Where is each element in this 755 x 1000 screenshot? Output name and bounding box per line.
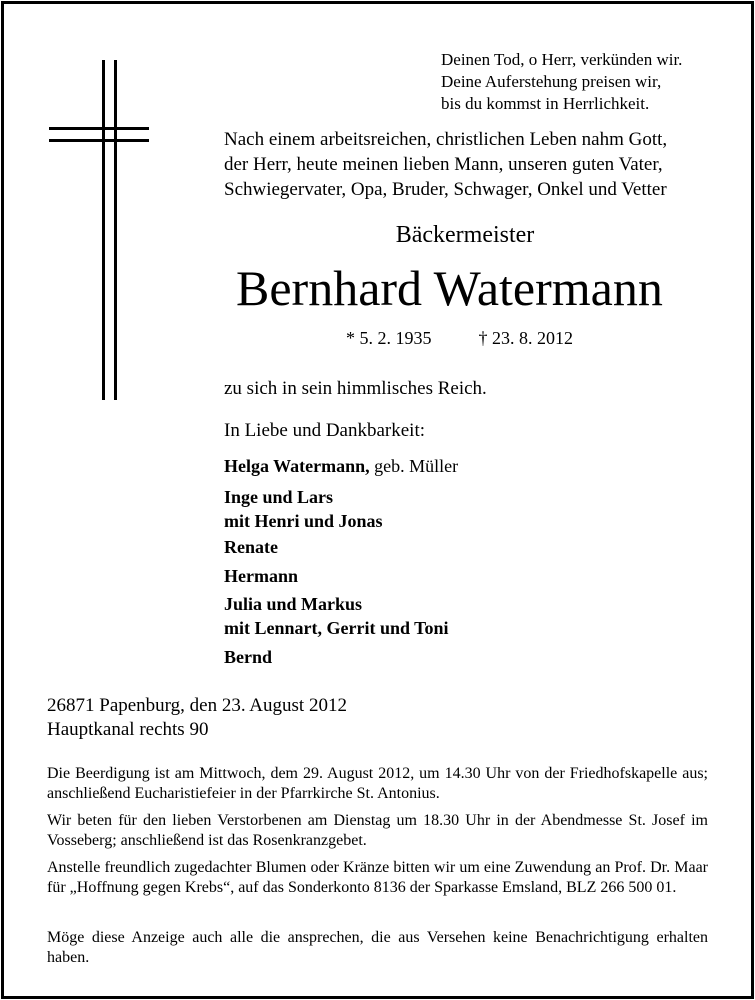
mourner-name: Hermann — [224, 566, 298, 586]
life-dates — [346, 328, 573, 349]
mourner-helga — [224, 454, 458, 478]
mourner-inge — [224, 485, 383, 533]
profession: Bäckermeister — [395, 222, 535, 248]
mourner-bernd — [224, 645, 272, 669]
address: Hauptkanal rechts 90 — [47, 719, 209, 740]
donation-notice — [47, 858, 708, 898]
bible-verse — [441, 49, 682, 115]
prayer-notice — [47, 811, 708, 851]
mourner-line: Julia und Markus — [224, 594, 363, 614]
dedication-line: In Liebe und Dankbarkeit: — [224, 420, 426, 441]
funeral-notice — [47, 764, 708, 804]
birth-date: * 5. 2. 1935 — [346, 328, 432, 348]
verse-line: Deine Auferstehung preisen wir, — [441, 72, 662, 91]
closing-line: zu sich in sein himmlisches Reich. — [224, 378, 487, 399]
prayer-text: Wir beten für den lieben Verstorbenen am Dienstag um 18.30 Uhr in der Abendmesse St. Josef im Vosseberg; anschließend ist das Rosenkranzgebet. — [47, 812, 708, 849]
mourner-name: Helga Watermann, — [224, 456, 370, 476]
donation-text: Anstelle freundlich zugedachter Blumen oder Kränze bitten wir um eine Zuwendung an Prof. Dr. Maar für „Hoffnung gegen Krebs“, auf das Sonderkonto 8136 der Sparkasse Emsland, BLZ 266 500 01. — [47, 859, 708, 896]
apology-notice — [47, 928, 708, 968]
intro-line: Schwiegervater, Opa, Bruder, Schwager, Onkel und Vetter — [224, 179, 667, 200]
deceased-name: Bernhard Watermann — [236, 260, 663, 316]
funeral-text: Die Beerdigung ist am Mittwoch, dem 29. August 2012, um 14.30 Uhr von der Friedhofskapelle aus; anschließend Eucharistiefeier in der Pfarrkirche St. Antonius. — [47, 765, 708, 802]
mourner-name: Bernd — [224, 647, 273, 667]
mourner-name: Renate — [224, 537, 278, 557]
mourner-julia — [224, 592, 449, 640]
verse-line: bis du kommst in Herrlichkeit. — [441, 94, 650, 113]
mourner-line: mit Henri und Jonas — [224, 511, 383, 531]
mourner-note: geb. Müller — [369, 456, 459, 476]
place-date: 26871 Papenburg, den 23. August 2012 — [47, 695, 347, 716]
death-date: † 23. 8. 2012 — [478, 328, 573, 348]
intro-text — [224, 127, 667, 202]
apology-text: Möge diese Anzeige auch alle die ansprechen, die aus Versehen keine Benachrichtigung erhalten haben. — [47, 929, 708, 966]
place-and-address — [47, 694, 347, 742]
verse-line: Deinen Tod, o Herr, verkünden wir. — [441, 50, 683, 69]
mourner-line: mit Lennart, Gerrit und Toni — [224, 618, 449, 638]
mourner-renate — [224, 535, 278, 559]
intro-line: Nach einem arbeitsreichen, christlichen Leben nahm Gott, — [224, 129, 668, 150]
mourner-hermann — [224, 564, 298, 588]
mourner-line: Inge und Lars — [224, 487, 334, 507]
intro-line: der Herr, heute meinen lieben Mann, unseren guten Vater, — [224, 154, 663, 175]
